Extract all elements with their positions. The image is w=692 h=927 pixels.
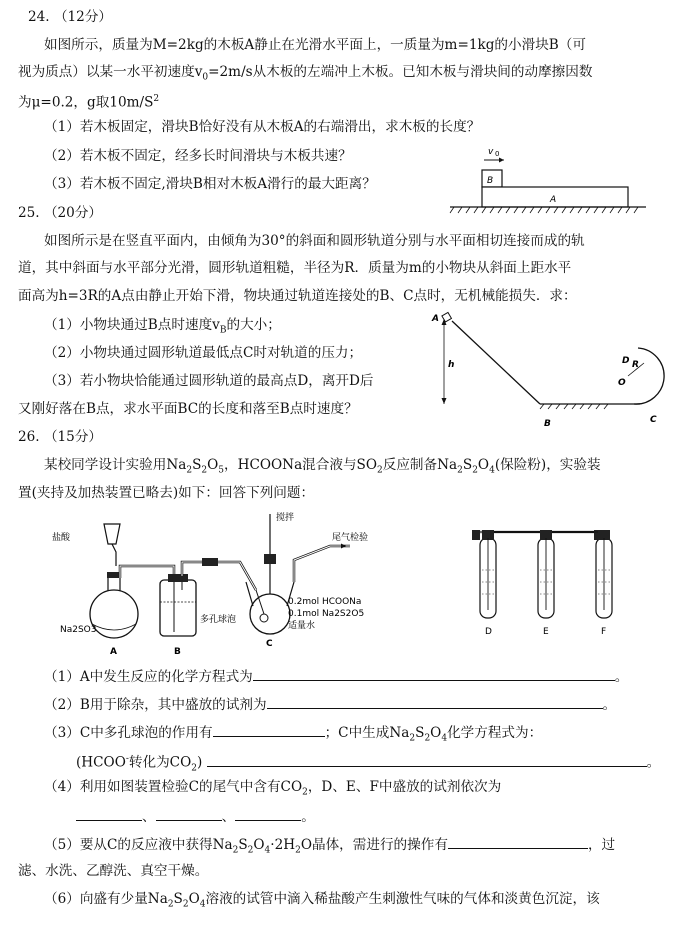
q26-bottle-b	[160, 580, 196, 636]
q26-flask-c	[250, 594, 290, 634]
q25-sub-3-cont: 又刚好落在B点，求水平面BC的长度和落至B点时速度？	[18, 401, 358, 417]
q26-label-hcl: 盐酸	[52, 533, 71, 543]
q26-label-c3: 适量水	[288, 621, 316, 631]
q26-sub-4-blanks: 、 、 。	[76, 806, 315, 826]
q24-figure	[448, 140, 648, 216]
q25-label-o: O	[618, 378, 626, 388]
q26-sub-4: （4）利用如图装置检验C的尾气中含有$CO_2$，D、E、F中盛放的试剂依次为	[44, 779, 502, 798]
q26-para-1: 某校同学设计实验用$Na_2S_2O_5$，HCOONa混合液与$SO_2$反应制备$Na_2S_2O_4$(保险粉)，实验装	[44, 457, 601, 476]
q25-sub-3: （3）若小物块恰能通过圆形轨道的最高点D，离开D后	[44, 373, 374, 389]
q26-sub-6: （6）向盛有少量$Na_2S_2O_4$溶液的试管中滴入稀盐酸产生刺激性气味的气体和淡黄色沉淀，该	[44, 891, 600, 910]
q24-label-b: B	[487, 176, 494, 186]
q26-label-d: D	[485, 627, 492, 637]
q26-label-c: C	[266, 639, 273, 649]
q25-label-b: B	[544, 419, 551, 429]
q26-funnel	[104, 524, 120, 544]
q26-sub-2: （2）B用于除杂，其中盛放的试剂为 。	[44, 694, 616, 714]
q26-apparatus-figure	[50, 510, 670, 660]
q24-sub-3: （3）若木板不固定,滑块B相对木板A滑行的最大距离？	[44, 176, 376, 192]
q25-para-2: 道，其中斜面与水平部分光滑，圆形轨道粗糙，半径为R．质量为m的小物块从斜面上距水平	[18, 260, 572, 276]
q26-sub-5-cont: 滤、水洗、乙醇洗、真空干燥。	[18, 863, 209, 879]
q26-test-tubes	[472, 530, 612, 637]
q24-label-a: A	[550, 195, 557, 205]
q24-para-1: 如图所示，质量为M=2kg的木板A静止在光滑水平面上，一质量为m=1kg的小滑块B（可	[44, 37, 586, 53]
q25-incline	[452, 321, 540, 404]
q26-label-stir: 搅拌	[276, 513, 295, 523]
q26-label-c2: 0.1mol Na2S2O5	[288, 609, 365, 619]
q25-label-h: h	[448, 360, 455, 370]
q26-label-na2so3: Na2SO3	[60, 625, 97, 635]
q24-para-3: 为μ=0.2，g取$10m/S^2$	[18, 94, 160, 111]
q26-answer-blank-4d[interactable]	[76, 806, 142, 821]
q25-sub-1: （1）小物块通过B点时速度$v_B$的大小；	[44, 317, 281, 336]
q26-label-c1: 0.2mol HCOONa	[288, 597, 362, 607]
q24-header: 24. （12分）	[28, 9, 113, 25]
q26-answer-blank-5[interactable]	[448, 834, 588, 849]
q24-label-v0: v	[488, 147, 494, 157]
q25-label-r: R	[632, 360, 639, 370]
svg-text:0: 0	[495, 150, 500, 158]
q26-para-2: 置(夹持及加热装置已略去)如下：回答下列问题：	[18, 485, 315, 501]
q26-label-b: B	[174, 647, 181, 657]
q26-label-f: F	[601, 627, 607, 637]
q26-answer-blank-4f[interactable]	[235, 806, 301, 821]
q26-sub-1: （1）A中发生反应的化学方程式为 。	[44, 666, 628, 686]
q25-label-c: C	[650, 415, 657, 425]
q26-label-e: E	[543, 627, 549, 637]
q25-sub-2: （2）小物块通过圆形轨道最低点C时对轨道的压力；	[44, 345, 363, 361]
q26-label-a: A	[110, 647, 117, 657]
q25-circular-track	[634, 348, 664, 404]
q26-porous-bubble	[260, 614, 268, 622]
q25-label-d: D	[622, 356, 630, 366]
q26-label-tail: 尾气检验	[332, 533, 369, 543]
q26-flask-a	[90, 590, 138, 638]
q25-para-1: 如图所示是在竖直平面内，由倾角为30°的斜面和圆形轨道分别与水平面相切连接而成的轨	[44, 233, 585, 249]
q26-label-bubble: 多孔球泡	[200, 615, 237, 625]
q24-para-2: 视为质点）以某一水平初速度$v_0=2m/s$从木板的左端冲上木板。已知木板与滑块间的动摩擦因数	[18, 64, 593, 83]
q26-answer-blank-4e[interactable]	[156, 806, 222, 821]
q24-sub-1: （1）若木板固定，滑块B恰好没有从木板A的右端滑出，求木板的长度？	[44, 119, 481, 135]
q25-label-a: A	[432, 314, 439, 324]
q24-sub-2: （2）若木板不固定，经多长时间滑块与木板共速？	[44, 148, 352, 164]
q26-answer-blank-1[interactable]	[253, 666, 615, 681]
q25-para-3: 面高为h=3R的A点由静止开始下滑，物块通过轨道连接处的B、C点时，无机械能损失．求：	[18, 288, 577, 304]
q26-header: 26. （15分）	[18, 429, 103, 445]
q25-header: 25. （20分）	[18, 205, 103, 221]
q26-answer-blank-3b[interactable]	[207, 752, 647, 767]
q26-sub-5: （5）要从C的反应液中获得$Na_2S_2O_4\cdot 2H_2O$晶体，需进行的操作有 ，过	[44, 834, 615, 860]
q26-sub-3-cont: (HCOO-转化为$CO_2$) 。	[76, 750, 660, 777]
q26-sub-3: （3）C中多孔球泡的作用有 ；C中生成$Na_2S_2O_4$化学方程式为：	[44, 722, 542, 748]
q25-figure	[428, 305, 678, 435]
q26-answer-blank-3a[interactable]	[213, 722, 325, 737]
q26-answer-blank-2[interactable]	[267, 694, 603, 709]
